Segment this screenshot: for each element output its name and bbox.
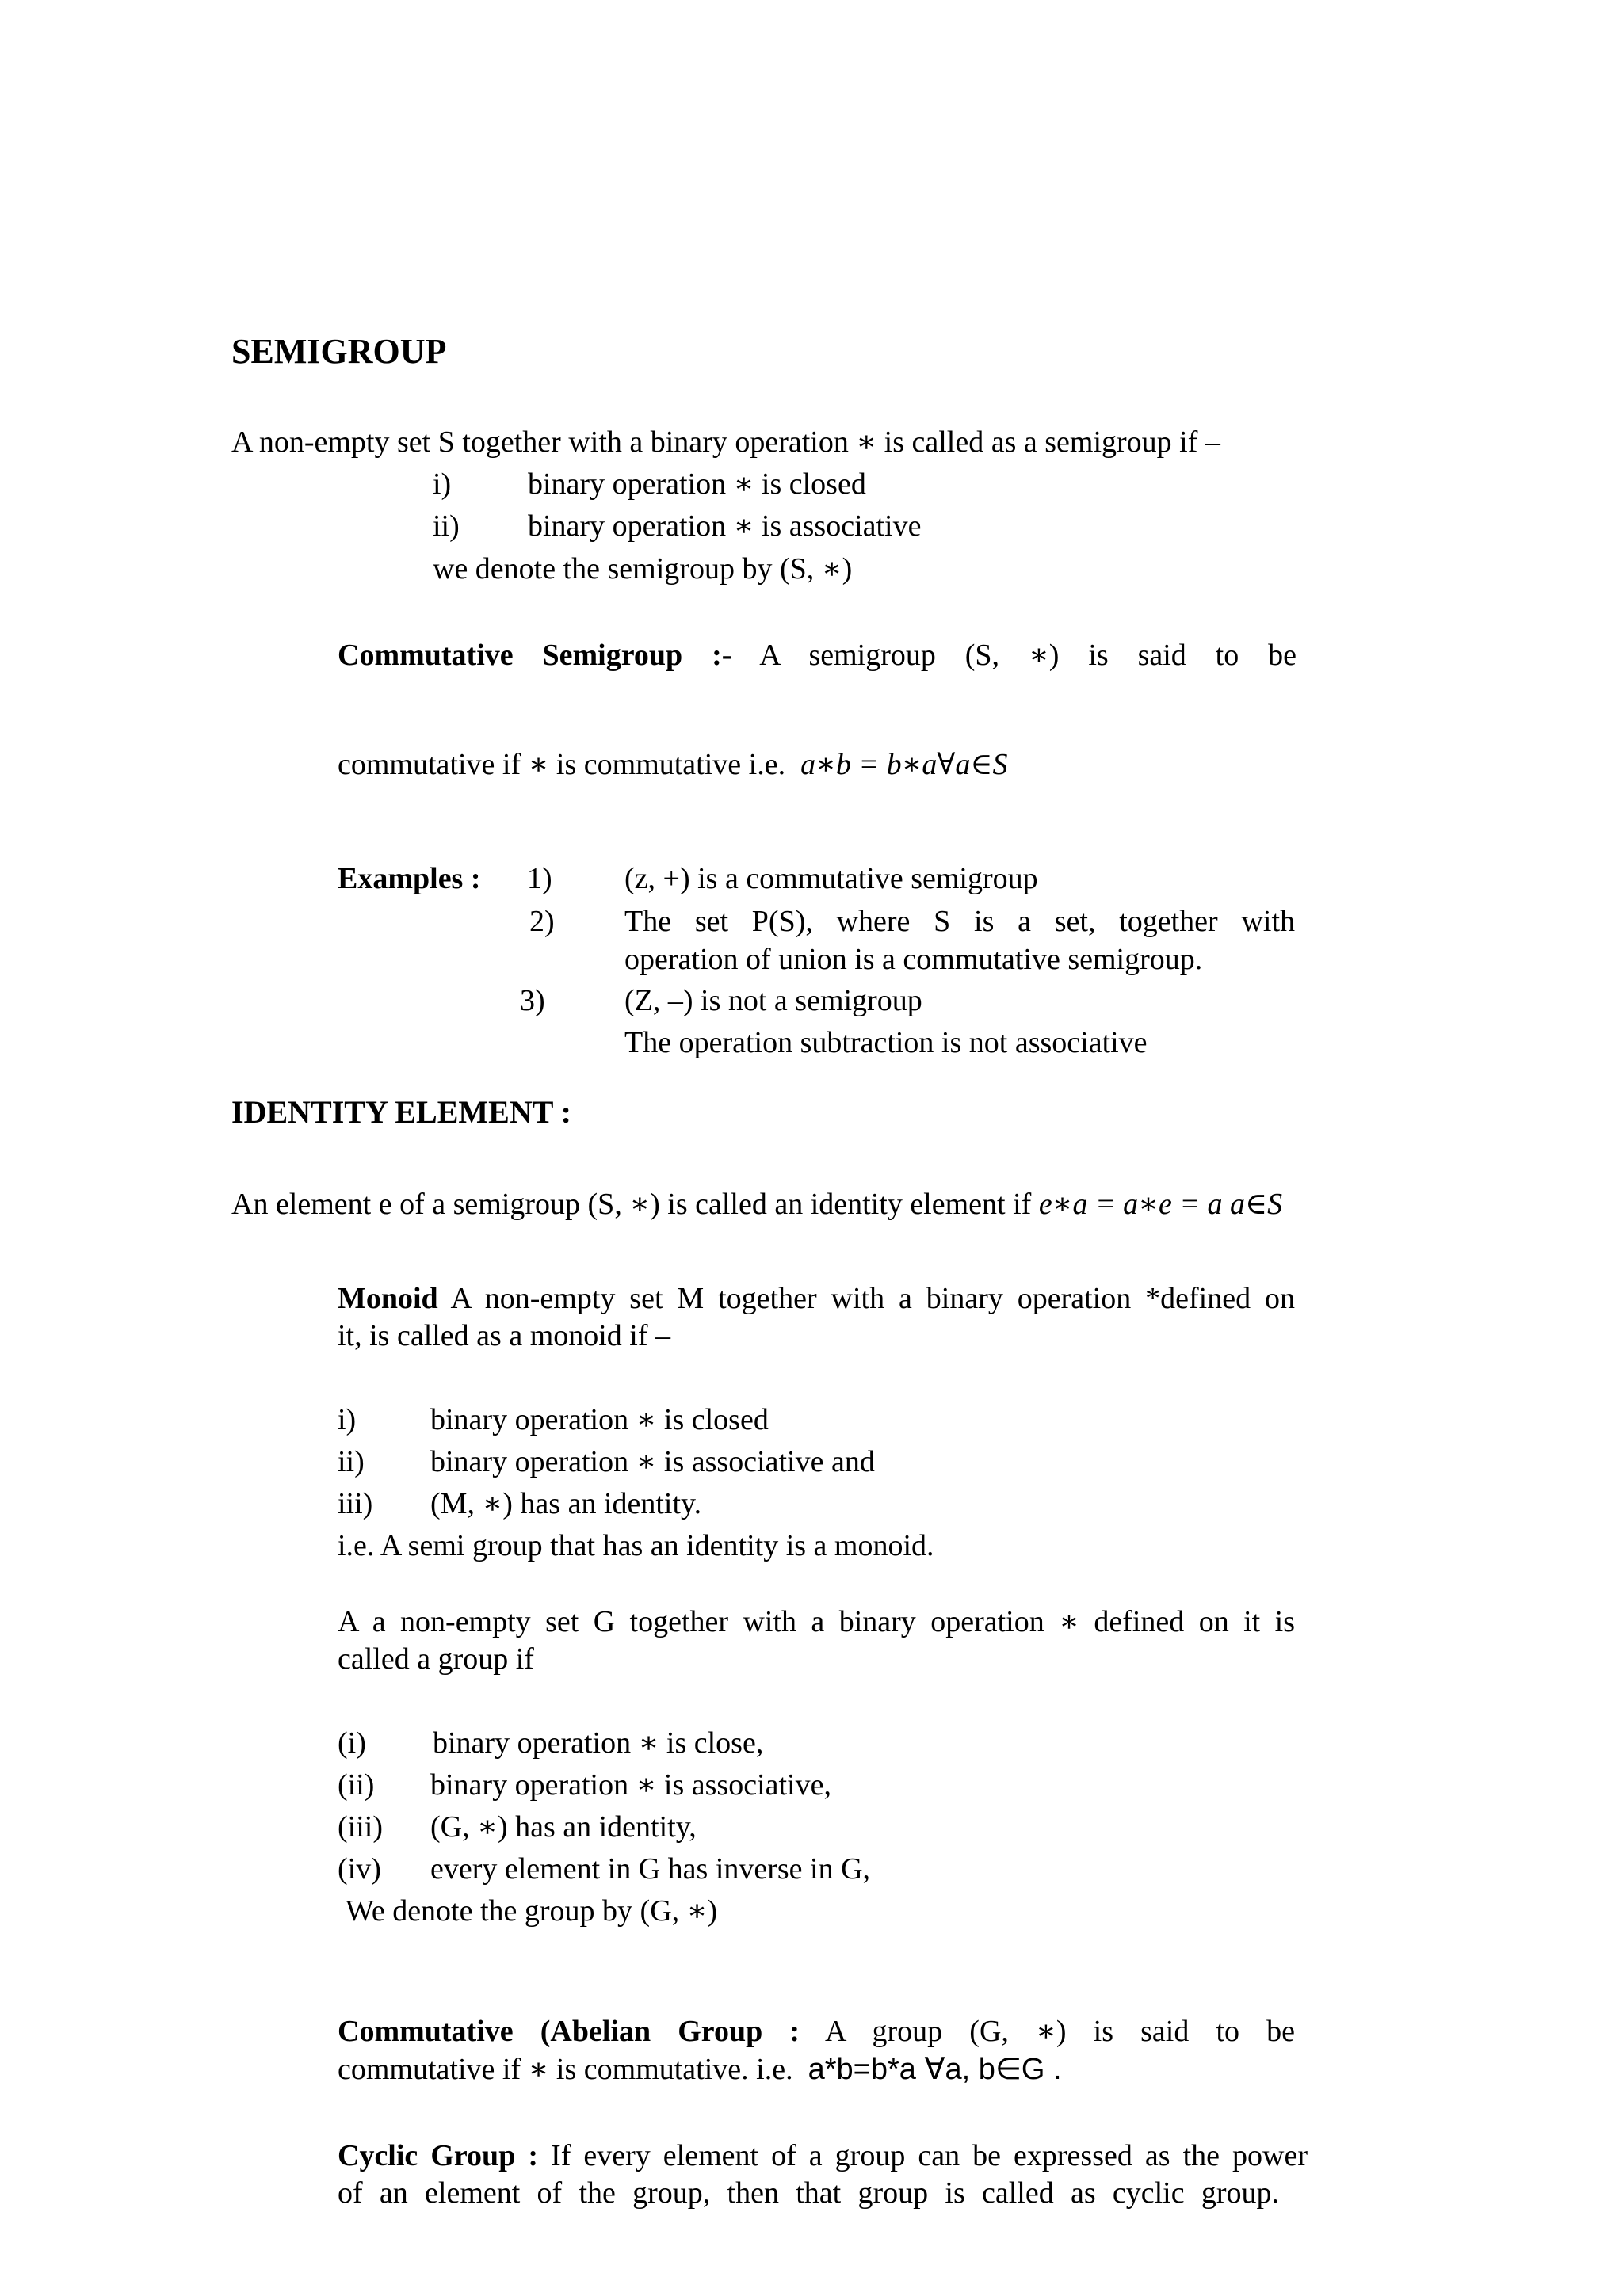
group-definition-line1: A a non-empty set G together with a binary operation ∗ defined on it is (338, 1605, 1295, 1638)
example-number: 3) (520, 984, 545, 1017)
condition-text: (M, ∗) has an identity. (430, 1487, 702, 1520)
term-abelian-group: Commutative (Abelian Group : (338, 2015, 800, 2048)
condition-text: every element in G has inverse in G, (430, 1852, 871, 1886)
condition-number: (iii) (338, 1810, 383, 1844)
example-text: The operation subtraction is not associative (624, 1026, 1148, 1059)
identity-formula: e∗a = a∗e = a a∈S (1038, 1188, 1283, 1221)
condition-number: i) (338, 1403, 357, 1436)
condition-text: binary operation ∗ is associative and (430, 1445, 875, 1478)
definition-text: commutative if ∗ is commutative. i.e. (338, 2053, 793, 2086)
condition-number: i) (433, 467, 452, 501)
definition-text: An element e of a semigroup (S, ∗) is called an identity element if (231, 1188, 1032, 1221)
condition-text: binary operation ∗ is close, (433, 1726, 764, 1760)
cyclic-line2: of an element of the group, then that group is called as cyclic group. (338, 2176, 1279, 2210)
condition-text: binary operation ∗ is associative, (430, 1768, 831, 1802)
definition-text: If every element of a group can be expressed as the power (551, 2139, 1308, 2172)
identity-definition (231, 1185, 1282, 1224)
example-text: The set P(S), where S is a set, together with (624, 905, 1295, 938)
definition-text: commutative if ∗ is commutative i.e. (338, 748, 786, 781)
condition-number: (ii) (338, 1768, 375, 1802)
abelian-formula: a*b=b*a ∀a, b∈G . (808, 2053, 1062, 2086)
semigroup-notation: we denote the semigroup by (S, ∗) (433, 552, 853, 585)
condition-text: binary operation ∗ is associative (528, 509, 922, 543)
abelian-line1 (338, 2012, 1295, 2051)
condition-number: (i) (338, 1726, 366, 1760)
condition-number: (iv) (338, 1852, 381, 1886)
condition-text: binary operation ∗ is closed (430, 1403, 769, 1436)
semigroup-heading: SEMIGROUP (231, 332, 447, 371)
commutative-formula: a∗b = b∗a∀a∈S (800, 748, 1008, 781)
condition-text: binary operation ∗ is closed (528, 467, 866, 501)
example-text: (z, +) is a commutative semigroup (624, 862, 1038, 895)
condition-number: ii) (433, 509, 460, 543)
term-commutative-semigroup: Commutative Semigroup :- (338, 639, 732, 672)
definition-text: A non-empty set M together with a binary operation *defined on (450, 1282, 1295, 1315)
term-cyclic-group: Cyclic Group : (338, 2139, 539, 2172)
abelian-line2 (338, 2050, 1062, 2089)
commutative-semigroup-line2 (338, 746, 1007, 784)
identity-heading: IDENTITY ELEMENT : (231, 1094, 571, 1130)
group-definition-line2: called a group if (338, 1642, 534, 1676)
semigroup-definition: A non-empty set S together with a binary operation ∗ is called as a semigroup if – (231, 425, 1220, 459)
condition-text: (G, ∗) has an identity, (430, 1810, 697, 1844)
monoid-line1 (338, 1280, 1295, 1318)
term-monoid: Monoid (338, 1282, 438, 1315)
example-number: 1) (527, 862, 552, 895)
example-text: (Z, –) is not a semigroup (624, 984, 922, 1017)
cyclic-line1 (338, 2137, 1308, 2176)
monoid-summary: i.e. A semi group that has an identity is a monoid. (338, 1529, 934, 1562)
definition-text: A semigroup (S, ∗) is said to be (759, 639, 1297, 672)
example-text: operation of union is a commutative semigroup. (624, 943, 1203, 976)
examples-label: Examples : (338, 862, 481, 895)
condition-number: iii) (338, 1487, 373, 1520)
example-number: 2) (529, 905, 555, 938)
condition-number: ii) (338, 1445, 365, 1478)
group-notation: We denote the group by (G, ∗) (346, 1894, 718, 1928)
definition-text: A group (G, ∗) is said to be (825, 2015, 1296, 2048)
commutative-semigroup-line1 (338, 636, 1296, 675)
monoid-line2: it, is called as a monoid if – (338, 1319, 671, 1352)
